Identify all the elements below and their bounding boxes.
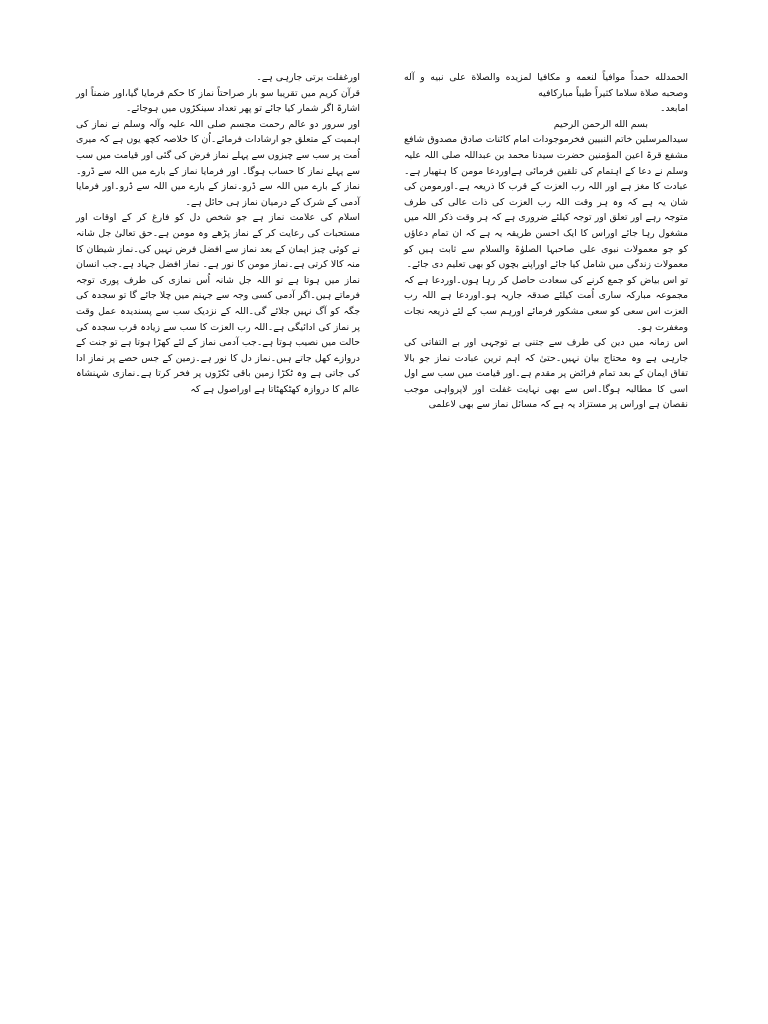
left-column bbox=[76, 70, 360, 397]
bismillah: بسم الله الرحمن الرحیم bbox=[553, 118, 648, 130]
opening-praise: الحمدلله حمداً موافياً لنعمه و مكافيا لمزيده والصلاة على نبيه و آله وصحبه صلاة سلاما كثيراً طيباً مباركافيه bbox=[404, 72, 688, 99]
right-column bbox=[404, 70, 688, 413]
left-paragraph-2: اور سرور دو عالم رحمت مجسم صلی اللہ علیہ وآلہ وسلم نے نماز کی اہمیت کے متعلق جو ارشادات فرمائے۔اُن کا خلاصہ کچھ یوں ہے کہ میری اُمت پر سب سے چیزوں سے پہلے نماز فرض کی گئی اور قیامت میں سب سے پہلے نماز کا حساب ہوگا۔ اور فرمایا نماز کے بارے میں اللہ سے ڈرو۔نماز کے بارے میں اللہ سے ڈرو۔نماز کے بارے میں اللہ سے ڈرو۔اور فرمایا آدمی کے شرک کے درمیان نماز ہی حائل ہے۔ bbox=[76, 118, 360, 208]
left-paragraph-3: اسلام کی علامت نماز ہے جو شخص دل کو فارغ کر کے اوقات اور مستحبات کی رعایت کر کے نماز پڑھے وہ مومن ہے۔حق تعالیٰ جل شانہ نے کوئی چیز ایمان کے بعد نماز سے افضل فرض نہیں کی۔نماز شیطان کا منہ کالا کرتی ہے۔نماز مومن کا نور ہے۔ نماز افضل جہاد ہے۔جب انسان نماز میں ہوتا ہے تو اللہ جل شانہ اُس نمازی کی طرف پوری توجہ فرماتے ہیں۔اگر آدمی کسی وجہ سے جہنم میں چلا جائے گا تو سجدہ کی جگہ کو آگ نہیں جلائے گی۔اللہ کے نزدیک سب سے پسندیدہ عمل وقت پر نماز کی ادائیگی ہے۔اللہ رب العزت کا سب سے زیادہ قرب سجدہ کی حالت میں نصیب ہوتا ہے۔جب آدمی نماز کے لئے کھڑا ہوتا ہے تو جنت کے دروازے کھل جاتے ہیں۔نماز دل کا نور ہے۔زمین کے جس حصے پر نماز ادا کی جاتی ہے وہ ٹکڑا زمین باقی ٹکڑوں پر فخر کرتا ہے۔نمازی شہنشاہ عالم کا دروازہ کھٹکھٹاتا ہے اوراصول ہے کہ bbox=[76, 212, 360, 395]
amma-baad: امابعد۔ bbox=[659, 103, 688, 115]
left-paragraph-1: قرآن کریم میں تقریبا سو بار صراحتاً نماز کا حکم فرمایا گیا،اور ضمناً اور اشارۃ اگر شمار کیا جائے تو پھر تعداد سینکڑوں میں ہوجائے۔ bbox=[76, 87, 360, 115]
right-paragraph-2: تو اس بیاض کو جمع کرنے کی سعادت حاصل کر رہا ہوں۔اوردعا ہے کہ مجموعہ مبارکہ ساری اُمت کیلئے صدقہ جاریہ ہو۔اوردعا ہے اللہ رب العزت اس سعی کو سعی مشکور فرمائے اورہم سب کے لئے ذریعہ نجات ومغفرت ہو۔ bbox=[404, 274, 688, 333]
right-paragraph-1: سیدالمرسلین خاتم النبیین فخرموجودات امام کائنات صادق مصدوق شافع مشفع قرۃ اعین المؤمنین حضرت سیدنا محمد بن عبداللہ صلی اللہ علیہ وسلم نے دعا کے اہتمام کی تلقین فرمائی ہےاوردعا مومن کا ہتھیار ہے۔عبادت کا مغز ہے اور اللہ رب العزت کے قرب کا ذریعہ ہے۔اورمومن کی شان یہ ہے کہ وہ ہر وقت اللہ رب العزت کی ذات عالی کی طرف متوجہ رہے اور تعلق اور توجہ کیلئے ضروری ہے کہ ہر وقت ذکر اللہ میں مشغول رہا جائے اوراس کا ایک احسن طریقہ یہ ہے کہ ان تمام دعاؤں کو جو معمولات نبوی علی صاحبہا الصلوٰۃ والسلام سے ثابت ہیں کو معمولات زندگی میں شامل کیا جائے اوراپنے بچوں کو بھی تعلیم دی جائے۔ bbox=[404, 134, 688, 271]
left-line-1: اورغفلت برتی جارہی ہے۔ bbox=[256, 72, 360, 83]
right-paragraph-3: اس زمانہ میں دین کی طرف سے جتنی بے توجہی اور بے التفاتی کی جارہی ہے وہ محتاج بیان نہیں۔حتیٰ کہ اہم ترین عبادت نماز جو بالا تفاق ایمان کے بعد تمام فرائض پر مقدم ہے۔اور قیامت میں سب سے اول اسی کا مطالبہ ہوگا۔اس سے بھی نہایت غفلت اور لاپرواہی موجب نقصان ہے اوراس پر مستزاد یہ ہے کہ مسائل نماز سے بھی لاعلمی bbox=[404, 337, 688, 411]
